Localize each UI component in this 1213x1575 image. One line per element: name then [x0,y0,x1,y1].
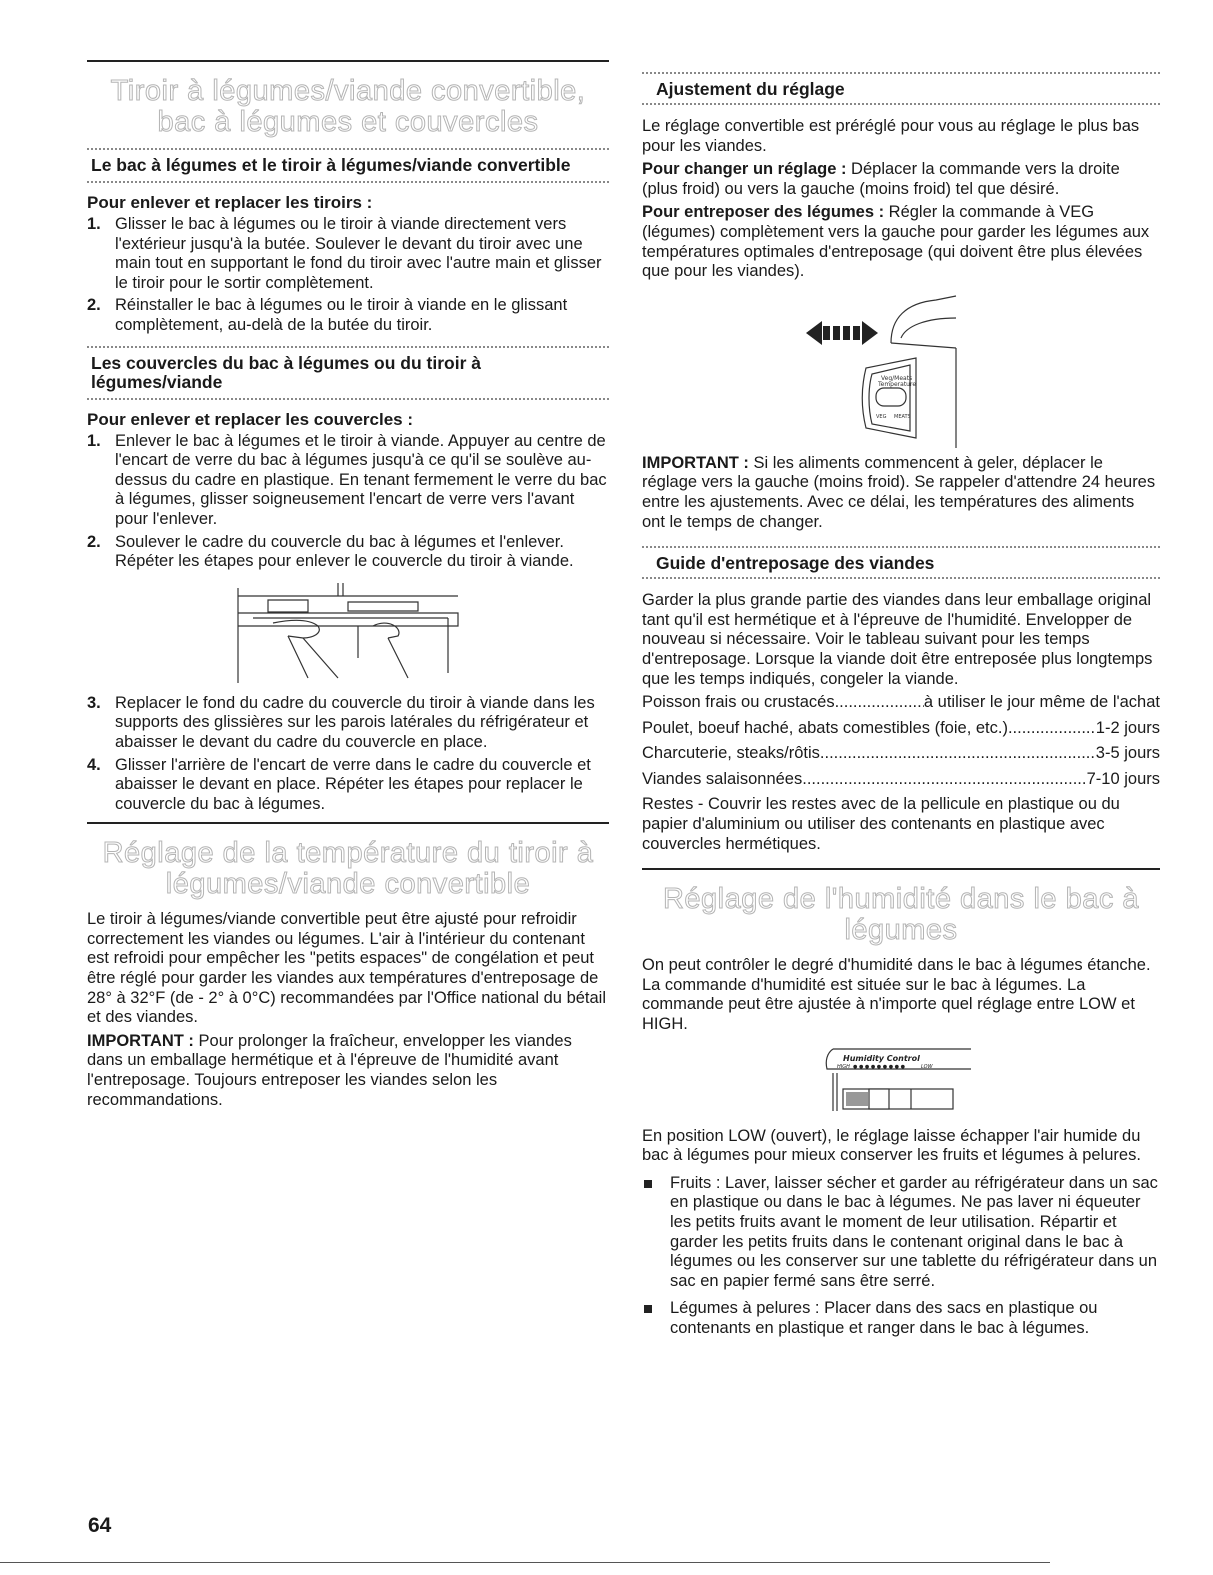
table-value: à utiliser le jour même de l'achat [923,693,1160,712]
drawer-cover-drawing [218,578,478,688]
section-banner-temperature [87,838,609,900]
important-note [642,454,1160,532]
control-drawing [806,288,996,448]
cover-removal-illustration [87,578,609,688]
procedure-heading: Pour enlever et replacer les couvercles : [87,409,414,429]
table-row [642,693,1160,713]
humidity-slider-drawing [821,1041,981,1121]
paragraph [642,160,1160,199]
dot-leader [802,770,1086,790]
bottom-rule [0,1562,1050,1563]
section-banner-crisper [87,76,609,138]
storage-table [642,693,1160,789]
important-note [87,1032,609,1110]
figure-label: LOW [921,1063,933,1070]
figure-label: MEATS [894,413,911,420]
figure-label: HIGH [837,1063,850,1070]
table-row [642,719,1160,739]
step-text: Réinstaller le bac à légumes ou le tiroir à viande en le glissant complètement, au-delà de la butée du tiroir. [115,296,568,334]
divider [87,346,609,348]
paragraph-text: Régler la commande à VEG (légumes) complètement vers la gauche pour garder les légumes aux températures optimales d'entreposage (qui doivent être plus élevées que pour les viandes). [642,203,1150,281]
table-item: Poisson frais ou crustacés [642,693,835,712]
section-rule [87,822,609,824]
table-item: Poulet, boeuf haché, abats comestibles (foie, etc.) [642,718,1008,737]
step-number: 1. [87,215,101,233]
dot-leader [820,744,1096,764]
table-row [642,744,1160,764]
table-item: Viandes salaisonnées [642,769,803,788]
table-item: Charcuterie, steaks/rôtis [642,744,820,763]
steps-list [87,215,609,336]
important-label: IMPORTANT : [87,1031,194,1050]
paragraph-text: Déplacer la commande vers la droite (plus froid) ou vers la gauche (moins froid) tel que désiré. [642,160,1120,198]
subsection-heading: Le bac à légumes et le tiroir à légumes/viande convertible [91,155,571,175]
step-number: 3. [87,693,101,712]
subsection-heading: Ajustement du réglage [656,79,845,99]
important-text: Pour prolonger la fraîcheur, envelopper les viandes dans un emballage hermétique et à l'épreuve de l'humidité avant l'entreposage. Toujours entreposer les viandes selon les recommandations. [87,1031,572,1109]
paragraph: On peut contrôler le degré d'humidité dans le bac à légumes étanche. La commande d'humidité est située sur le bac à légumes. La commande peut être ajustée à n'importe quel réglage entre LOW et HIGH. [642,956,1151,1034]
divider [642,103,1160,105]
banner-line: légumes/viande convertible [165,868,531,901]
section-banner-humidity [642,884,1160,946]
divider [642,72,1160,74]
steps-list [87,694,609,815]
step-number: 4. [87,755,101,774]
table-row [642,770,1160,790]
bold-label: Pour entreposer des légumes : [642,203,885,222]
paragraph: En position LOW (ouvert), le réglage laisse échapper l'air humide du bac à légumes pour mieux conserver les fruits et légumes à pelures. [642,1126,1141,1165]
step-item [87,533,609,572]
step-item [87,215,609,293]
steps-list [87,432,609,572]
step-number: 2. [87,296,101,315]
procedure-heading: Pour enlever et replacer les tiroirs : [87,193,373,212]
step-item [87,432,609,530]
step-item [87,756,609,815]
step-number: 2. [87,532,101,551]
bullet-list [642,1174,1160,1339]
step-number: 1. [87,431,101,450]
important-text: Si les aliments commencent à geler, déplacer le réglage vers la gauche (moins froid). Se rappeler d'attendre 24 heures entre les ajustements. Avec ce délai, les températures des aliments ont le temps de changer. [642,453,1156,531]
page-number: 64 [88,1514,112,1537]
step-text: Soulever le cadre du couvercle du bac à légumes et l'enlever. Répéter les étapes pour enlever le couvercle du tiroir à viande. [115,532,574,571]
humidity-control-illustration [642,1041,1160,1121]
double-arrow-icon [806,321,878,345]
step-text: Glisser l'arrière de l'encart de verre dans le cadre du couvercle et abaisser le devant en place. Répéter les étapes pour replacer le couvercle du bac à légumes. [115,755,591,813]
banner-line: Réglage de la température du tiroir à [102,837,594,870]
banner-line: bac à légumes et couvercles [157,106,539,138]
dot-leader [835,693,924,713]
step-text: Enlever le bac à légumes et le tiroir à viande. Appuyer au centre de l'encart de verre du bac à légumes jusqu'à ce qu'il se soulève au-dessus du cadre en plastique. En tenant fermement le verre du bac à légumes, glisser soigneusement l'encart de verre vers l'avant pour l'enlever. [115,431,607,528]
left-column [87,60,609,1114]
banner-line: légumes [844,914,958,947]
figure-label: Veg/Meats [881,374,913,382]
figure-label: VEG [876,413,887,420]
step-text: Glisser le bac à légumes ou le tiroir à viande directement vers l'extérieur jusqu'à la butée. Soulever le devant du tiroir avec une main tout en supportant le fond du tiroir avec l'autre main et glisser le tiroir pour le sortir complètement. [115,215,602,292]
figure-label: Temperature [878,380,917,388]
step-item [87,694,609,753]
banner-line: Tiroir à légumes/viande convertible, [110,75,586,107]
paragraph [642,203,1160,281]
subsection-heading: Les couvercles du bac à légumes ou du tiroir à légumes/viande [91,352,481,392]
important-label: IMPORTANT : [642,453,749,472]
paragraph: Le tiroir à légumes/viande convertible peut être ajusté pour refroidir correctement les viandes ou légumes. L'air à l'intérieur du contenant est refroidi pour empêcher les "petits espaces" de congélation et peut être réglé pour garder les viandes aux températures d'entreposage de 28° à 32°F (de - 2° à 0°C) recommandées par l'Office national du bétail et des viandes. [87,910,607,1027]
table-value: 7-10 jours [1086,769,1160,788]
table-value: 1-2 jours [1095,718,1160,737]
top-rule [87,60,609,62]
paragraph: Le réglage convertible est préréglé pour vous au réglage le plus bas pour les viandes. [642,117,1140,155]
step-text: Replacer le fond du cadre du couvercle du tiroir à viande dans les supports des glissières sur les parois latérales du réfrigérateur et abaisser le devant du cadre du couvercle en place. [115,693,595,751]
divider [87,398,609,400]
list-item: Légumes à pelures : Placer dans des sacs en plastique ou contenants en plastique et ranger dans le bac à légumes. [642,1299,1160,1338]
step-item [87,296,609,335]
dot-leader [1008,719,1096,739]
list-item: Fruits : Laver, laisser sécher et garder au réfrigérateur dans un sac en plastique ou dans le bac à légumes. Ne pas laver ni équeuter les petits fruits avant le moment de leur utilisation. Répartir et garder les petits fruits dans le contenant original dans le bac à légumes ou les conserver sur une tablette du réfrigérateur dans un sac en papier fermé sans être serré. [642,1174,1160,1292]
figure-label: Humidity Control [843,1053,920,1063]
temperature-control-illustration [642,288,1160,448]
paragraph: Garder la plus grande partie des viandes dans leur emballage original tant qu'il est hermétique et à l'épreuve de l'humidité. Envelopper de nouveau si nécessaire. Voir le tableau suivant pour les temps d'entreposage. Lorsque la viande doit être entreposée plus longtemps que les temps indiqués, congeler la viande. [642,591,1153,688]
figure-dots: ● ● ● ● ● ● ● ● ● [853,1063,905,1070]
right-column [642,60,1160,1347]
divider [642,577,1160,579]
divider [87,148,609,150]
divider [642,546,1160,548]
section-rule [642,868,1160,870]
divider [87,181,609,183]
table-value: 3-5 jours [1095,744,1160,763]
subsection-heading: Guide d'entreposage des viandes [656,553,935,574]
paragraph: Restes - Couvrir les restes avec de la pellicule en plastique ou du papier d'aluminium ou utiliser des contenants en plastique avec couvercles hermétiques. [642,795,1120,853]
banner-line: Réglage de l'humidité dans le bac à [662,883,1140,916]
bold-label: Pour changer un réglage : [642,160,847,179]
